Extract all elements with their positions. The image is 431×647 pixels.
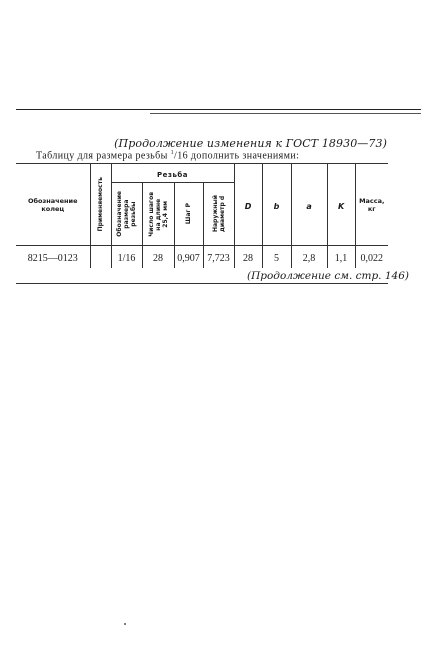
continuation-bottom: (Продолжение см. стр. 146) xyxy=(247,270,409,282)
cell-outer-diameter: 7,723 xyxy=(203,246,234,268)
cell-a: 2,8 xyxy=(291,246,327,268)
header-thread-size: Обозначение размера резьбы xyxy=(111,183,142,246)
header-mass: Масса, кг xyxy=(355,164,388,246)
header-pitch: Шаг P xyxy=(174,183,203,246)
cell-K: 1,1 xyxy=(327,246,355,268)
cell-D: 28 xyxy=(234,246,262,268)
header-b: b xyxy=(262,164,291,246)
cell-pitch: 0,907 xyxy=(174,246,203,268)
cell-designation: 8215—0123 xyxy=(16,246,90,268)
page-speck xyxy=(124,623,126,625)
cell-applicability xyxy=(90,246,111,268)
header-K: K xyxy=(327,164,355,246)
cell-threads-count: 28 xyxy=(142,246,174,268)
cell-thread-size: 1/16 xyxy=(111,246,142,268)
header-designation: Обозначение колец xyxy=(16,164,90,246)
header-a: a xyxy=(291,164,327,246)
intro-text: Таблицу для размера резьбы $^1$/16 дополнить значениями: xyxy=(36,150,300,162)
header-threads-count: Число шагов на длине 25,4 мм xyxy=(142,183,174,246)
cell-b: 5 xyxy=(262,246,291,268)
top-rule xyxy=(16,109,421,110)
header-thread-group: Резьба xyxy=(111,164,234,183)
table-row xyxy=(16,246,388,268)
bottom-rule xyxy=(16,283,388,284)
thread-table xyxy=(16,163,388,268)
header-applicability: Применяемость xyxy=(90,164,111,246)
top-rule-secondary xyxy=(150,113,421,114)
header-D: D xyxy=(234,164,262,246)
header-outer-diameter: Наружный диаметр d xyxy=(203,183,234,246)
cell-mass: 0,022 xyxy=(360,252,384,264)
continuation-title: (Продолжение изменения к ГОСТ 18930—73) xyxy=(114,137,387,150)
